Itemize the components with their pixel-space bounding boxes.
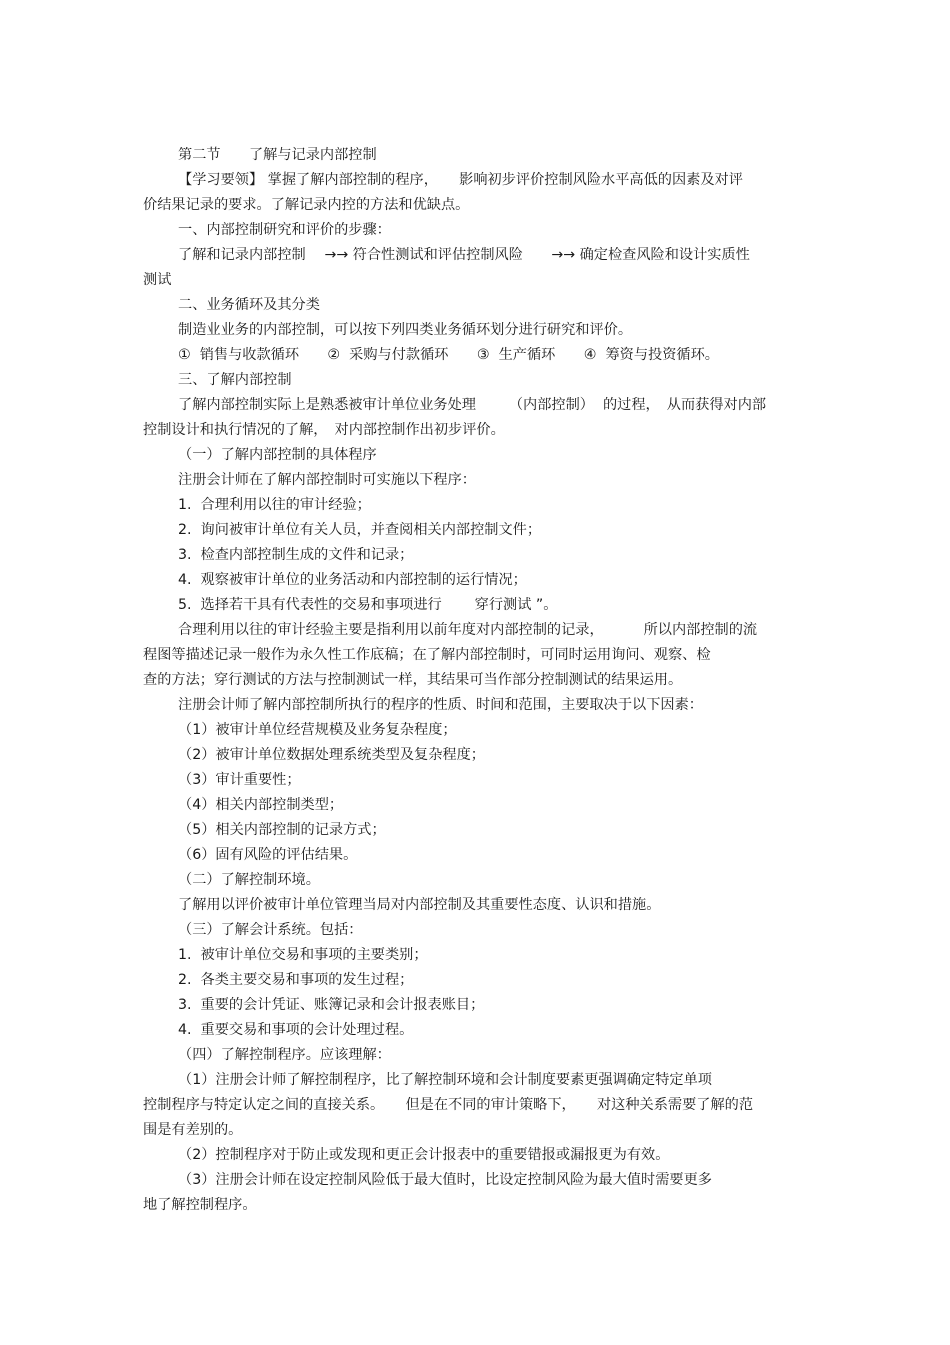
factor-item: （3）审计重要性；: [178, 772, 301, 788]
control-p1-line-2: 控制程序与特定认定之间的直接关系。 但是在不同的审计策略下， 对这种关系需要了解的范: [143, 1097, 754, 1113]
cycles-intro: 制造业业务的内部控制，可以按下列四类业务循环划分进行研究和评价。: [178, 322, 633, 338]
factor-item: （5）相关内部控制的记录方式；: [178, 822, 386, 838]
heading-steps: 一、内部控制研究和评价的步骤：: [178, 222, 391, 238]
steps-line-1: 了解和记录内部控制 →→ 符合性测试和评估控制风险 →→ 确定检查风险和设计实质性: [178, 247, 750, 263]
factor-item: （6）固有风险的评估结果。: [178, 847, 358, 863]
procedure-item: 4. 观察被审计单位的业务活动和内部控制的运行情况；: [178, 572, 527, 588]
understand-para-line-2: 控制设计和执行情况的了解， 对内部控制作出初步评价。: [143, 422, 505, 438]
section-title: 第二节 了解与记录内部控制: [178, 147, 377, 163]
sub4-title: （四）了解控制程序。应该理解：: [178, 1047, 391, 1063]
learning-goal-line-1: 【学习要领】 掌握了解内部控制的程序， 影响初步评价控制风险水平高低的因素及对评: [178, 172, 743, 188]
accounting-item: 1. 被审计单位交易和事项的主要类别；: [178, 947, 428, 963]
control-p2: （2）控制程序对于防止或发现和更正会计报表中的重要错报或漏报更为有效。: [178, 1147, 670, 1163]
heading-cycles: 二、业务循环及其分类: [178, 297, 320, 313]
control-p1-line-1: （1）注册会计师了解控制程序，比了解控制环境和会计制度要素更强调确定特定单项: [178, 1072, 712, 1088]
heading-understand: 三、了解内部控制: [178, 372, 292, 388]
control-p3-line-2: 地了解控制程序。: [143, 1197, 257, 1213]
accounting-item: 3. 重要的会计凭证、账簿记录和会计报表账目；: [178, 997, 485, 1013]
procedure-item: 3. 检查内部控制生成的文件和记录；: [178, 547, 414, 563]
factor-item: （1）被审计单位经营规模及业务复杂程度；: [178, 722, 457, 738]
factor-item: （2）被审计单位数据处理系统类型及复杂程度；: [178, 747, 485, 763]
experience-para-line-3: 查的方法；穿行测试的方法与控制测试一样，其结果可当作部分控制测试的结果运用。: [143, 672, 683, 688]
accounting-item: 4. 重要交易和事项的会计处理过程。: [178, 1022, 414, 1038]
procedure-item: 1. 合理利用以往的审计经验；: [178, 497, 371, 513]
sub1-title: （一）了解内部控制的具体程序: [178, 447, 377, 463]
cycles-list: ① 销售与收款循环 ② 采购与付款循环 ③ 生产循环 ④ 筹资与投资循环。: [178, 347, 719, 363]
control-p1-line-3: 围是有差别的。: [143, 1122, 243, 1138]
sub2-text: 了解用以评价被审计单位管理当局对内部控制及其重要性态度、认识和措施。: [178, 897, 661, 913]
understand-para-line-1: 了解内部控制实际上是熟悉被审计单位业务处理 （内部控制） 的过程， 从而获得对内部: [178, 397, 767, 413]
procedure-item: 5. 选择若干具有代表性的交易和事项进行 穿行测试 ”。: [178, 597, 558, 613]
factor-item: （4）相关内部控制类型；: [178, 797, 344, 813]
sub1-intro: 注册会计师在了解内部控制时可实施以下程序：: [178, 472, 476, 488]
factors-intro: 注册会计师了解内部控制所执行的程序的性质、时间和范围，主要取决于以下因素：: [178, 697, 703, 713]
learning-goal-line-2: 价结果记录的要求。了解记录内控的方法和优缺点。: [143, 197, 470, 213]
sub3-title: （三）了解会计系统。包括：: [178, 922, 363, 938]
control-p3-line-1: （3）注册会计师在设定控制风险低于最大值时，比设定控制风险为最大值时需要更多: [178, 1172, 712, 1188]
procedure-item: 2. 询问被审计单位有关人员，并查阅相关内部控制文件；: [178, 522, 542, 538]
accounting-item: 2. 各类主要交易和事项的发生过程；: [178, 972, 414, 988]
experience-para-line-2: 程图等描述记录一般作为永久性工作底稿；在了解内部控制时，可同时运用询问、观察、检: [143, 647, 711, 663]
steps-line-2: 测试: [143, 272, 172, 288]
sub2-title: （二）了解控制环境。: [178, 872, 320, 888]
experience-para-line-1: 合理利用以往的审计经验主要是指利用以前年度对内部控制的记录， 所以内部控制的流: [178, 622, 758, 638]
